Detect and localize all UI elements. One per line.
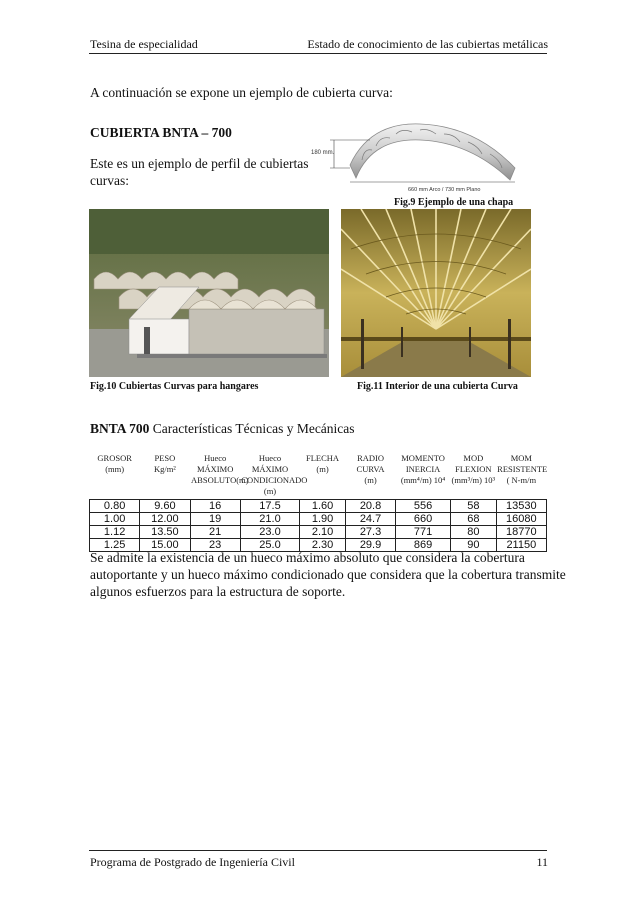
- table-cell: 21150: [496, 539, 546, 552]
- table-header-line: (mm³/m) 10³: [451, 475, 496, 485]
- table-cell: 21.0: [240, 513, 299, 526]
- header-right: Estado de conocimiento de las cubiertas metálicas: [307, 37, 548, 51]
- table-header-line: CURVA: [356, 464, 385, 474]
- table-cell: 90: [450, 539, 496, 552]
- curved-roof-interior-photo: [341, 209, 531, 377]
- table-heading-rest: Características Técnicas y Mecánicas: [149, 421, 355, 436]
- table-header-cell: [240, 449, 308, 500]
- table-row: [90, 513, 547, 526]
- table-cell: 771: [396, 526, 451, 539]
- table-cell: 660: [396, 513, 451, 526]
- table-header-line: GROSOR: [97, 453, 132, 463]
- table-header-cell: [140, 449, 190, 500]
- footer-left: Programa de Postgrado de Ingeniería Civil: [90, 855, 295, 869]
- table-header-cell: [345, 449, 395, 500]
- table-cell: 25.0: [240, 539, 299, 552]
- caption-fig10: Fig.10 Cubiertas Curvas para hangares: [90, 381, 259, 392]
- table-heading: [90, 420, 355, 437]
- table-heading-bold: BNTA 700: [90, 421, 150, 436]
- closing-line3: algunos esfuerzos para la estructura de soporte.: [90, 584, 346, 599]
- table-header-line: MOD: [463, 453, 484, 463]
- table-header-line: ( N-m/m: [506, 475, 537, 485]
- intro-text: A continuación se expone un ejemplo de cubierta curva:: [90, 85, 393, 100]
- table-header-line: Kg/m²: [153, 464, 176, 474]
- table-header-cell: [496, 449, 546, 500]
- profile-width-label: 660 mm Arco / 730 mm Plano: [408, 187, 481, 193]
- table-header-line: FLECHA: [306, 453, 340, 463]
- table-row: [90, 500, 547, 513]
- table-cell: 19: [190, 513, 240, 526]
- table-cell: 68: [450, 513, 496, 526]
- page-number: 11: [536, 855, 548, 869]
- table-header-line: MÁXIMO: [196, 464, 234, 474]
- table-cell: 23: [190, 539, 240, 552]
- table-row: [90, 526, 547, 539]
- table-cell: 15.00: [140, 539, 190, 552]
- table-header-row: [90, 449, 547, 500]
- table-cell: 13530: [496, 500, 546, 513]
- header-left: Tesina de especialidad: [90, 37, 198, 51]
- table-header-line: (mm): [105, 464, 125, 474]
- closing-line1: Se admite la existencia de un hueco máximo absoluto que considera la cobertura: [90, 550, 525, 565]
- table-header-cell: [90, 449, 140, 500]
- table-cell: 29.9: [345, 539, 395, 552]
- table-header-line: CONDICIONADO: [241, 475, 308, 485]
- specs-table: [89, 449, 547, 552]
- table-header-line: RESISTENTE: [497, 464, 548, 474]
- table-cell: 21: [190, 526, 240, 539]
- table-header-line: Hueco MÁXIMO: [251, 453, 289, 474]
- table-cell: 556: [396, 500, 451, 513]
- caption-fig11: Fig.11 Interior de una cubierta Curva: [357, 381, 518, 392]
- table-header-cell: [396, 449, 451, 500]
- table-cell: 13.50: [140, 526, 190, 539]
- table-cell: 869: [396, 539, 451, 552]
- table-header-line: MOMENTO: [401, 453, 445, 463]
- table-cell: 2.30: [300, 539, 346, 552]
- table-cell: 16: [190, 500, 240, 513]
- hangar-roofs-photo: [89, 209, 329, 377]
- table-header-cell: [190, 449, 249, 500]
- profile-height-label: 180 mm.: [311, 150, 335, 156]
- table-header-line: INERCIA: [405, 464, 441, 474]
- table-cell: 2.10: [300, 526, 346, 539]
- table-header-line: ABSOLUTO(m): [191, 475, 249, 485]
- table-cell: 1.12: [90, 526, 140, 539]
- table-cell: 16080: [496, 513, 546, 526]
- table-header-line: RADIO: [357, 453, 384, 463]
- table-header-cell: [450, 449, 496, 500]
- table-cell: 1.00: [90, 513, 140, 526]
- table-header-line: Hueco: [204, 453, 227, 463]
- table-cell: 18770: [496, 526, 546, 539]
- section-text-line2: curvas:: [90, 173, 129, 188]
- sheet-profile-drawing: [310, 120, 532, 196]
- table-cell: 24.7: [345, 513, 395, 526]
- table-header-line: (m): [316, 464, 329, 474]
- table-cell: 1.25: [90, 539, 140, 552]
- section-text-line1: Este es un ejemplo de perfil de cubiertas: [90, 156, 309, 171]
- table-cell: 80: [450, 526, 496, 539]
- table-cell: 27.3: [345, 526, 395, 539]
- table-cell: 12.00: [140, 513, 190, 526]
- table-header-line: (m): [263, 486, 277, 496]
- table-cell: 1.60: [300, 500, 346, 513]
- section-title: CUBIERTA BNTA – 700: [90, 125, 232, 140]
- table-header-line: PESO: [154, 453, 176, 463]
- table-header-line: FLEXION: [455, 464, 492, 474]
- caption-fig9: Fig.9 Ejemplo de una chapa: [394, 197, 514, 208]
- table-cell: 17.5: [240, 500, 299, 513]
- table-cell: 9.60: [140, 500, 190, 513]
- table-header-line: (mm⁴/m) 10⁴: [400, 475, 446, 485]
- table-cell: 1.90: [300, 513, 346, 526]
- table-cell: 23.0: [240, 526, 299, 539]
- footer-rule: [89, 850, 547, 851]
- table-cell: 58: [450, 500, 496, 513]
- table-header-line: MOM: [510, 453, 532, 463]
- table-cell: 20.8: [345, 500, 395, 513]
- header-rule: [89, 53, 547, 54]
- table-cell: 0.80: [90, 500, 140, 513]
- table-header-line: (m): [364, 475, 377, 485]
- closing-line2: autoportante y un hueco máximo condicionado que considera que la cobertura transmite: [90, 567, 566, 582]
